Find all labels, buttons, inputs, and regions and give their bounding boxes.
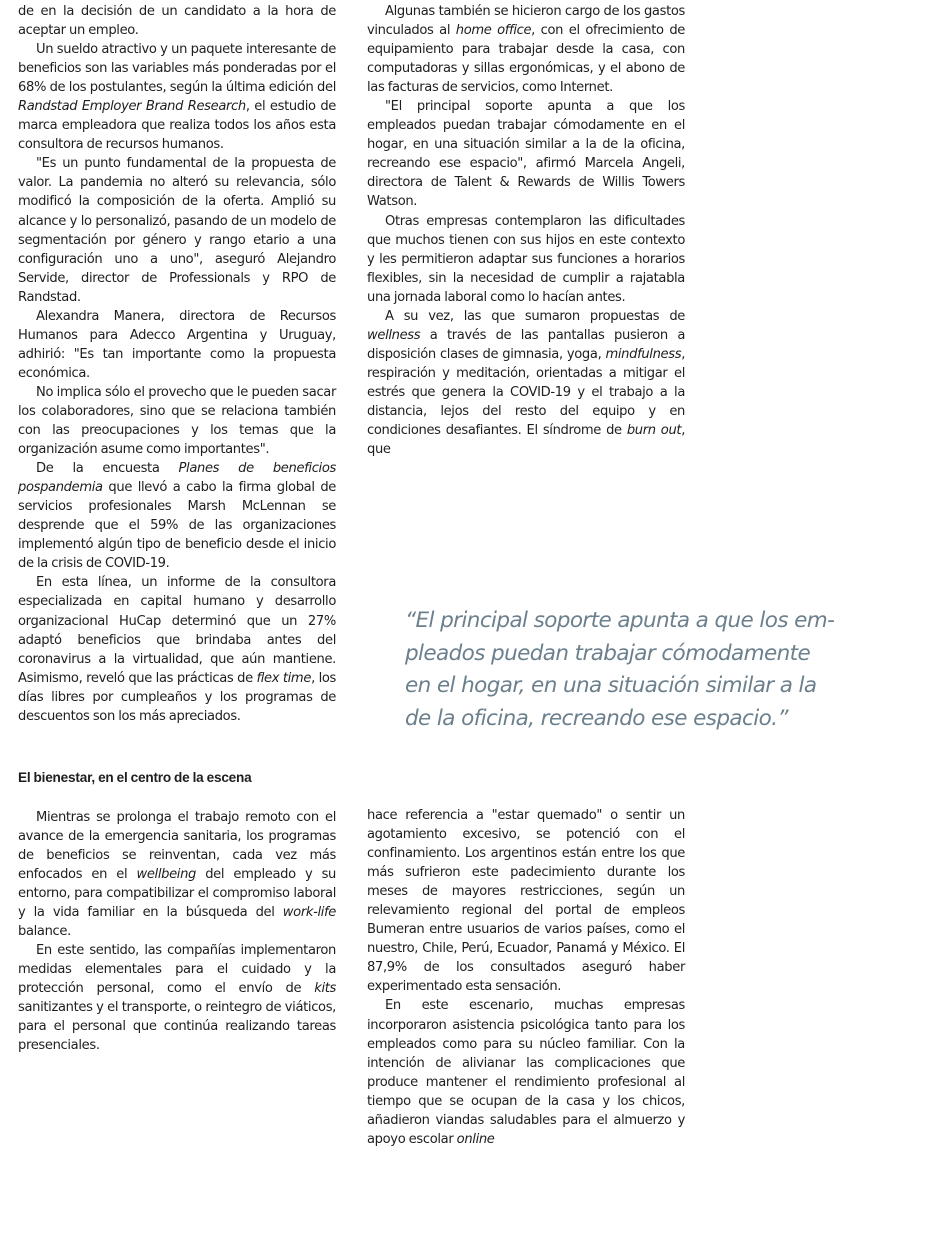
italic-term: flex time	[256, 670, 312, 686]
paragraph-text: En este sentido, las compañías implementaron medidas elementales para el cuidado y la protección personal, como el envío de	[18, 943, 336, 997]
italic-term: wellbeing	[136, 866, 196, 882]
paragraph-text: que llevó a cabo la firma global de servicios profesionales Marsh McLennan se desprende que el 59% de las organizaciones implementó algún tipo de beneficio desde el inicio de la crisis de COVID-19.	[18, 480, 336, 572]
paragraph	[367, 307, 685, 459]
right-column-top	[367, 2, 685, 459]
paragraph-text: , el estudio de marca empleadora que realiza todos los años esta consultora de recursos humanos.	[18, 99, 336, 153]
paragraph-text: Alexandra Manera, directora de Recursos Humanos para Adecco Argentina y Uruguay, adhirió: "Es tan importante como la propuesta económica.	[18, 308, 336, 381]
left-column	[18, 2, 336, 1055]
section-heading: El bienestar, en el centro de la escena	[18, 769, 252, 785]
paragraph-text: "Es un punto fundamental de la propuesta de valor. La pandemia no alteró su relevancia, sólo modificó la composición de la oferta. Amplió su alcance y lo personalizó, pasando de un modelo de segmentación por género y rango etario a una configuración uno a uno", aseguró Alejandro Servide, director de Professionals y RPO de Randstad.	[18, 156, 336, 305]
italic-term: mindfulness	[605, 346, 682, 362]
italic-term: online	[456, 1131, 495, 1147]
paragraph-text: del empleado y su entorno, para compatibilizar el compromiso laboral y la vida familiar en la búsqueda del	[18, 866, 336, 921]
italic-term: work-life	[282, 905, 336, 921]
paragraph	[367, 2, 685, 97]
paragraph	[367, 996, 685, 1148]
paragraph-text: , con el ofrecimiento de equipamiento para trabajar desde la casa, con computadoras y sillas ergonómicas, y el abono de las facturas de servicios, como Internet.	[367, 23, 686, 96]
italic-title: Randstad Employer Brand Research	[18, 99, 246, 115]
paragraph-text: balance.	[18, 924, 71, 940]
paragraph-text: En esta línea, un informe de la consultora especializada en capital humano y desarrollo organizacional HuCap determinó que un 27% adaptó beneficios que brindaba antes del coronavirus a la virtualidad, que aún mantiene. Asimismo, reveló que las prácticas de	[18, 575, 336, 686]
right-column-bottom	[367, 806, 685, 1149]
paragraph	[18, 808, 336, 941]
paragraph-text: a través de las pantallas pusieron a disposición clases de gimnasia, yoga,	[367, 327, 685, 362]
paragraph	[18, 459, 336, 573]
paragraph-text: Otras empresas contemplaron las dificultades que muchos tienen con sus hijos en este contexto y les permitieron adaptar sus funciones a horarios flexibles, sin la necesidad de cumplir a rajatabla una jornada laboral como lo hacían antes.	[367, 213, 685, 305]
paragraph	[367, 212, 685, 307]
italic-title: Planes de beneficios pospandemia	[18, 461, 336, 496]
paragraph-text: , respiración y meditación, orientadas a mitigar el estrés que genera la COVID-19 y el trabajo a la distancia, lejos del resto del equipo y en condiciones desafiantes. El síndrome de	[367, 346, 685, 439]
paragraph	[18, 941, 336, 1055]
paragraph-text: En este escenario, muchas empresas incorporaron asistencia psicológica tanto para los empleados como para su núcleo familiar. Con la intención de alivianar las complicaciones que produce mantener el rendimiento profesional al tiempo que se ocupan de la casa y los chicos, añadieron viandas saludables para el almuerzo y apoyo escolar	[367, 998, 685, 1147]
italic-term: wellness	[367, 327, 421, 343]
paragraph-text: de en la decisión de un candidato a la hora de aceptar un empleo.	[18, 4, 336, 39]
paragraph	[18, 2, 336, 40]
paragraph-text: Mientras se prolonga el trabajo remoto con el avance de la emergencia sanitaria, los programas de beneficios se reinventan, cada vez más enfocados en el	[18, 809, 336, 882]
italic-term: home office	[455, 23, 532, 39]
paragraph	[18, 154, 336, 306]
paragraph	[367, 806, 685, 996]
paragraph-text: "El principal soporte apunta a que los empleados puedan trabajar cómodamente en el hogar, en una situación similar a la de la oficina, recreando ese espacio", afirmó Marcela Angeli, directora de Talent & Rewards de Willis Towers Watson.	[367, 99, 685, 210]
paragraph-text: De la encuesta	[36, 461, 179, 477]
pull-quote-line: “El principal soporte apunta a que los em-	[405, 608, 835, 633]
pull-quote-line: de la oficina, recreando ese espacio.”	[405, 705, 788, 731]
paragraph-text: No implica sólo el provecho que le pueden sacar los colaboradores, sino que se relaciona también con las preocupaciones y los temas que la organización asume como importantes".	[18, 384, 336, 458]
italic-term: kits	[314, 981, 336, 997]
paragraph-text: A su vez, las que sumaron propuestas de	[385, 308, 685, 324]
paragraph	[18, 573, 336, 725]
paragraph-text: , que	[367, 423, 685, 458]
pull-quote	[405, 605, 905, 735]
paragraph-text: hace referencia a "estar quemado" o sentir un agotamiento excesivo, se potenció con el confinamiento. Los argentinos están entre los que más sufrieron este padecimiento durante los meses de mayores restricciones, según un relevamiento regional del portal de empleos Bumeran entre usuarios de varios países, como el nuestro, Chile, Perú, Ecuador, Panamá y México. El 87,9% de los consultados aseguró haber experimentado esta sensación.	[367, 808, 685, 995]
paragraph	[18, 40, 336, 154]
paragraph	[18, 383, 336, 459]
pull-quote-line: pleados puedan trabajar cómodamente	[405, 640, 811, 666]
paragraph-text: sanitizantes y el transporte, o reintegro de viáticos, para el personal que continúa realizando tareas presenciales.	[18, 1000, 336, 1054]
pull-quote-line: en el hogar, en una situación similar a la	[405, 673, 817, 698]
paragraph-text: Algunas también se hicieron cargo de los gastos vinculados al	[367, 4, 685, 39]
paragraph-text: , los días libres por cumpleaños y los programas de descuentos son los más apreciados.	[18, 670, 337, 724]
paragraph	[18, 307, 336, 383]
paragraph-text: Un sueldo atractivo y un paquete interesante de beneficios son las variables más ponderadas por el 68% de los postulantes, según la última edición del	[18, 42, 336, 96]
italic-term: burn out	[626, 423, 682, 439]
paragraph	[367, 97, 685, 211]
